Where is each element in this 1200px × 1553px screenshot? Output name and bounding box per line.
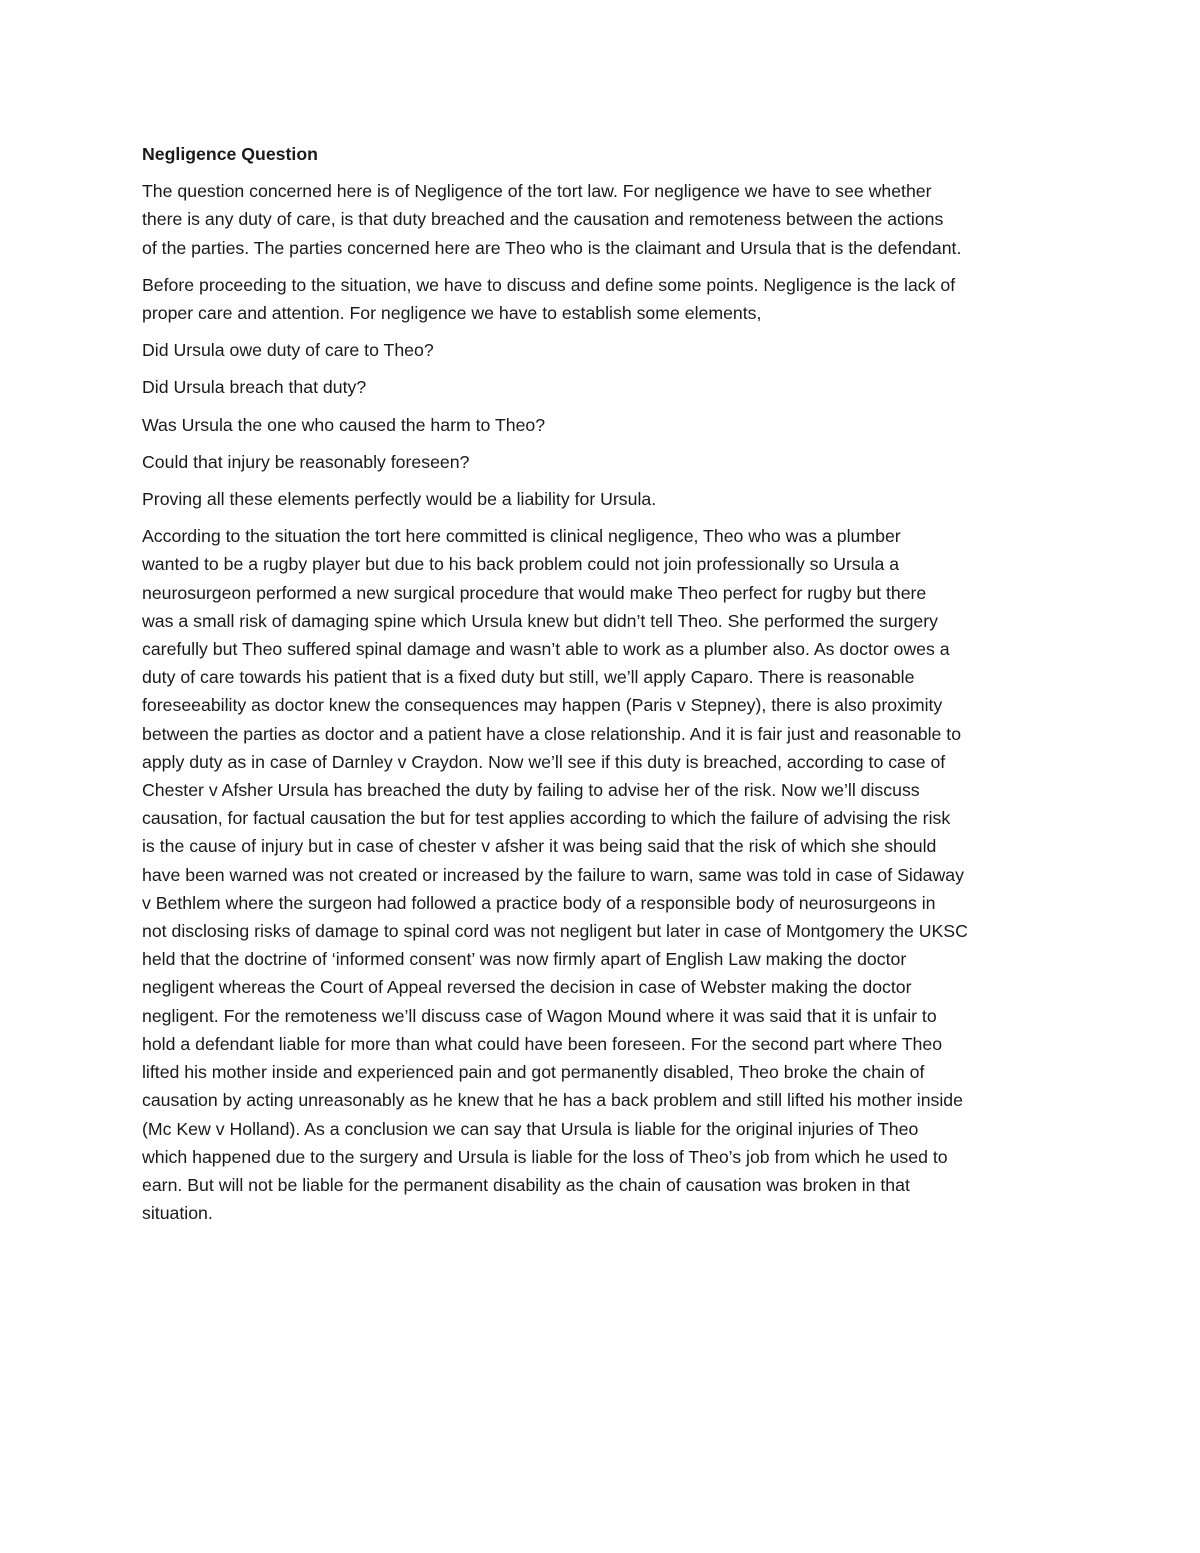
text-line: between the parties as doctor and a patient have a close relationship. And it is fair just and reasonable to xyxy=(142,723,962,744)
paragraph xyxy=(142,177,1064,262)
text-line: situation. xyxy=(142,1203,213,1224)
paragraph xyxy=(142,485,1064,513)
text-line: earn. But will not be liable for the permanent disability as the chain of causation was broken in that xyxy=(142,1174,910,1195)
text-line: held that the doctrine of ‘informed consent’ was now firmly apart of English Law making the doctor xyxy=(142,949,907,970)
text-line: causation, for factual causation the but for test applies according to which the failure of advising the risk xyxy=(142,808,951,829)
text-line: Proving all these elements perfectly would be a liability for Ursula. xyxy=(142,489,657,510)
text-line: not disclosing risks of damage to spinal cord was not negligent but later in case of Montgomery the UKSC xyxy=(142,921,968,942)
text-line: Did Ursula breach that duty? xyxy=(142,377,367,398)
text-line: v Bethlem where the surgeon had followed a practice body of a responsible body of neurosurgeons in xyxy=(142,892,936,913)
text-line: (Mc Kew v Holland). As a conclusion we can say that Ursula is liable for the original injuries of Theo xyxy=(142,1118,919,1139)
text-line: wanted to be a rugby player but due to his back problem could not join professionally so Ursula a xyxy=(142,554,900,575)
text-line: is the cause of injury but in case of chester v afsher it was being said that the risk of which she should xyxy=(142,836,937,857)
text-line: duty of care towards his patient that is a fixed duty but still, we’ll apply Caparo. There is reasonable xyxy=(142,667,915,688)
text-line: of the parties. The parties concerned here are Theo who is the claimant and Ursula that is the defendant. xyxy=(142,237,962,258)
text-line: was a small risk of damaging spine which Ursula knew but didn’t tell Theo. She performed the surgery xyxy=(142,610,938,631)
text-line: there is any duty of care, is that duty breached and the causation and remoteness between the actions xyxy=(142,209,944,230)
document-body xyxy=(142,177,1064,1227)
paragraph xyxy=(142,411,1064,439)
text-line: Could that injury be reasonably foreseen? xyxy=(142,451,470,472)
text-line: causation by acting unreasonably as he knew that he has a back problem and still lifted his mother inside xyxy=(142,1090,963,1111)
paragraph xyxy=(142,448,1064,476)
text-line: lifted his mother inside and experienced pain and got permanently disabled, Theo broke the chain of xyxy=(142,1062,925,1083)
text-line: which happened due to the surgery and Ursula is liable for the loss of Theo’s job from which he used to xyxy=(142,1146,948,1167)
document-page xyxy=(142,140,1064,1236)
paragraph xyxy=(142,271,1064,327)
text-line: neurosurgeon performed a new surgical procedure that would make Theo perfect for rugby but there xyxy=(142,582,927,603)
text-line: proper care and attention. For negligence we have to establish some elements, xyxy=(142,303,762,324)
paragraph xyxy=(142,522,1064,1227)
text-line: The question concerned here is of Negligence of the tort law. For negligence we have to see whether xyxy=(142,181,932,202)
paragraph xyxy=(142,336,1064,364)
text-line: hold a defendant liable for more than what could have been foreseen. For the second part where Theo xyxy=(142,1033,943,1054)
text-line: negligent whereas the Court of Appeal reversed the decision in case of Webster making the doctor xyxy=(142,977,912,998)
text-line: According to the situation the tort here committed is clinical negligence, Theo who was a plumber xyxy=(142,526,901,547)
text-line: carefully but Theo suffered spinal damage and wasn’t able to work as a plumber also. As doctor owes a xyxy=(142,639,950,660)
text-line: Chester v Afsher Ursula has breached the duty by failing to advise her of the risk. Now we’ll discuss xyxy=(142,780,920,801)
text-line: negligent. For the remoteness we’ll discuss case of Wagon Mound where it was said that it is unfair to xyxy=(142,1005,937,1026)
text-line: foreseeability as doctor knew the consequences may happen (Paris v Stepney), there is also proximity xyxy=(142,695,943,716)
text-line: Before proceeding to the situation, we have to discuss and define some points. Negligence is the lack of xyxy=(142,274,956,295)
text-line: have been warned was not created or increased by the failure to warn, same was told in case of Sidaway xyxy=(142,864,964,885)
text-line: Was Ursula the one who caused the harm to Theo? xyxy=(142,414,546,435)
document-title: Negligence Question xyxy=(142,144,318,164)
paragraph xyxy=(142,373,1064,401)
text-line: Did Ursula owe duty of care to Theo? xyxy=(142,340,434,361)
text-line: apply duty as in case of Darnley v Craydon. Now we’ll see if this duty is breached, according to case of xyxy=(142,751,946,772)
